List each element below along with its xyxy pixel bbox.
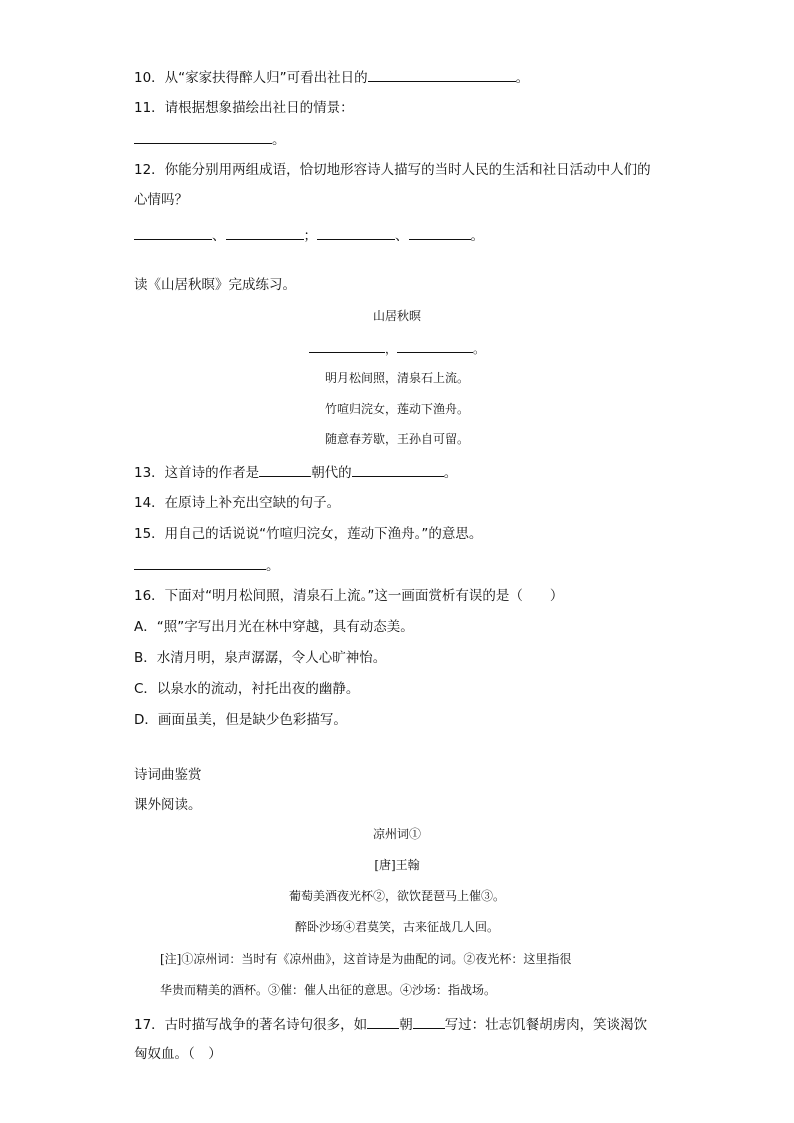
answer-blank[interactable] — [397, 339, 473, 353]
poem-note-line1: [注]①凉州词：当时有《凉州曲》，这首诗是为曲配的词。②夜光杯：这里指很 — [160, 952, 572, 966]
question-11: 11．请根据想象描绘出社日的情景： — [134, 100, 354, 116]
answer-blank[interactable] — [409, 226, 471, 240]
answer-blank[interactable] — [134, 226, 212, 240]
option-b[interactable]: B．水清月明，泉声潺潺，令人心旷神怡。 — [134, 650, 387, 666]
question-14: 14．在原诗上补充出空缺的句子。 — [134, 495, 341, 511]
answer-blank[interactable] — [367, 1015, 399, 1029]
answer-blank[interactable] — [134, 130, 272, 144]
answer-blank[interactable] — [368, 68, 516, 82]
question-16: 16．下面对“明月松间照，清泉石上流。”这一画面赏析有误的是（ ） — [134, 588, 564, 604]
poem-title: 凉州词① — [372, 827, 421, 841]
poem-title: 山居秋暝 — [372, 309, 421, 323]
answer-blank[interactable] — [352, 463, 444, 477]
question-10: 10．从“家家扶得醉人归”可看出社日的 。 — [134, 70, 530, 86]
option-a[interactable]: A．“照”字写出月光在林中穿越，具有动态美。 — [134, 619, 414, 635]
question-17-line2: 匈奴血。（ ） — [134, 1046, 222, 1062]
poem-line: 明月松间照，清泉石上流。 — [324, 371, 469, 385]
question-12-answers: 、 ； 、 。 — [134, 226, 484, 245]
question-17-line1: 17．古时描写战争的著名诗句很多，如 朝 写过：壮志饥餐胡虏肉，笑谈渴饮 — [134, 1017, 648, 1033]
poem-line: 醉卧沙场④君莫笑，古来征战几人回。 — [294, 920, 499, 934]
question-10-text: 10．从“家家扶得醉人归”可看出社日的 — [134, 70, 368, 86]
poem-line-blank: ， 。 — [0, 339, 794, 357]
answer-blank[interactable] — [413, 1015, 445, 1029]
answer-blank[interactable] — [259, 463, 311, 477]
answer-blank[interactable] — [134, 556, 266, 570]
question-11-answer: 。 — [134, 130, 286, 149]
poem-note-line2: 华贵而精美的酒杯。③催：催人出征的意思。④沙场：指战场。 — [160, 983, 497, 997]
option-d[interactable]: D．画面虽美，但是缺少色彩描写。 — [134, 712, 347, 728]
question-15: 15．用自己的话说说“竹喧归浣女，莲动下渔舟。”的意思。 — [134, 526, 483, 542]
question-13: 13．这首诗的作者是 朝代的 。 — [134, 465, 458, 481]
answer-blank[interactable] — [309, 339, 385, 353]
section-heading: 诗词曲鉴赏 — [134, 767, 202, 783]
question-12-line2: 心情吗？ — [134, 192, 188, 208]
poem-line: 竹喧归浣女，莲动下渔舟。 — [324, 402, 469, 416]
answer-blank[interactable] — [226, 226, 304, 240]
poem-line: 葡萄美酒夜光杯②，欲饮琵琶马上催③。 — [288, 889, 505, 903]
answer-blank[interactable] — [317, 226, 395, 240]
section-subheading: 课外阅读。 — [134, 797, 202, 813]
section-intro: 读《山居秋暝》完成练习。 — [134, 277, 296, 293]
poem-line: 随意春芳歇，王孙自可留。 — [324, 432, 469, 446]
option-c[interactable]: C．以泉水的流动，衬托出夜的幽静。 — [134, 681, 360, 697]
question-12-line1: 12．你能分别用两组成语，恰切地形容诗人描写的当时人民的生活和社日活动中人们的 — [134, 162, 651, 178]
question-15-answer: 。 — [134, 556, 280, 575]
poem-author: [唐]王翰 — [374, 858, 420, 872]
